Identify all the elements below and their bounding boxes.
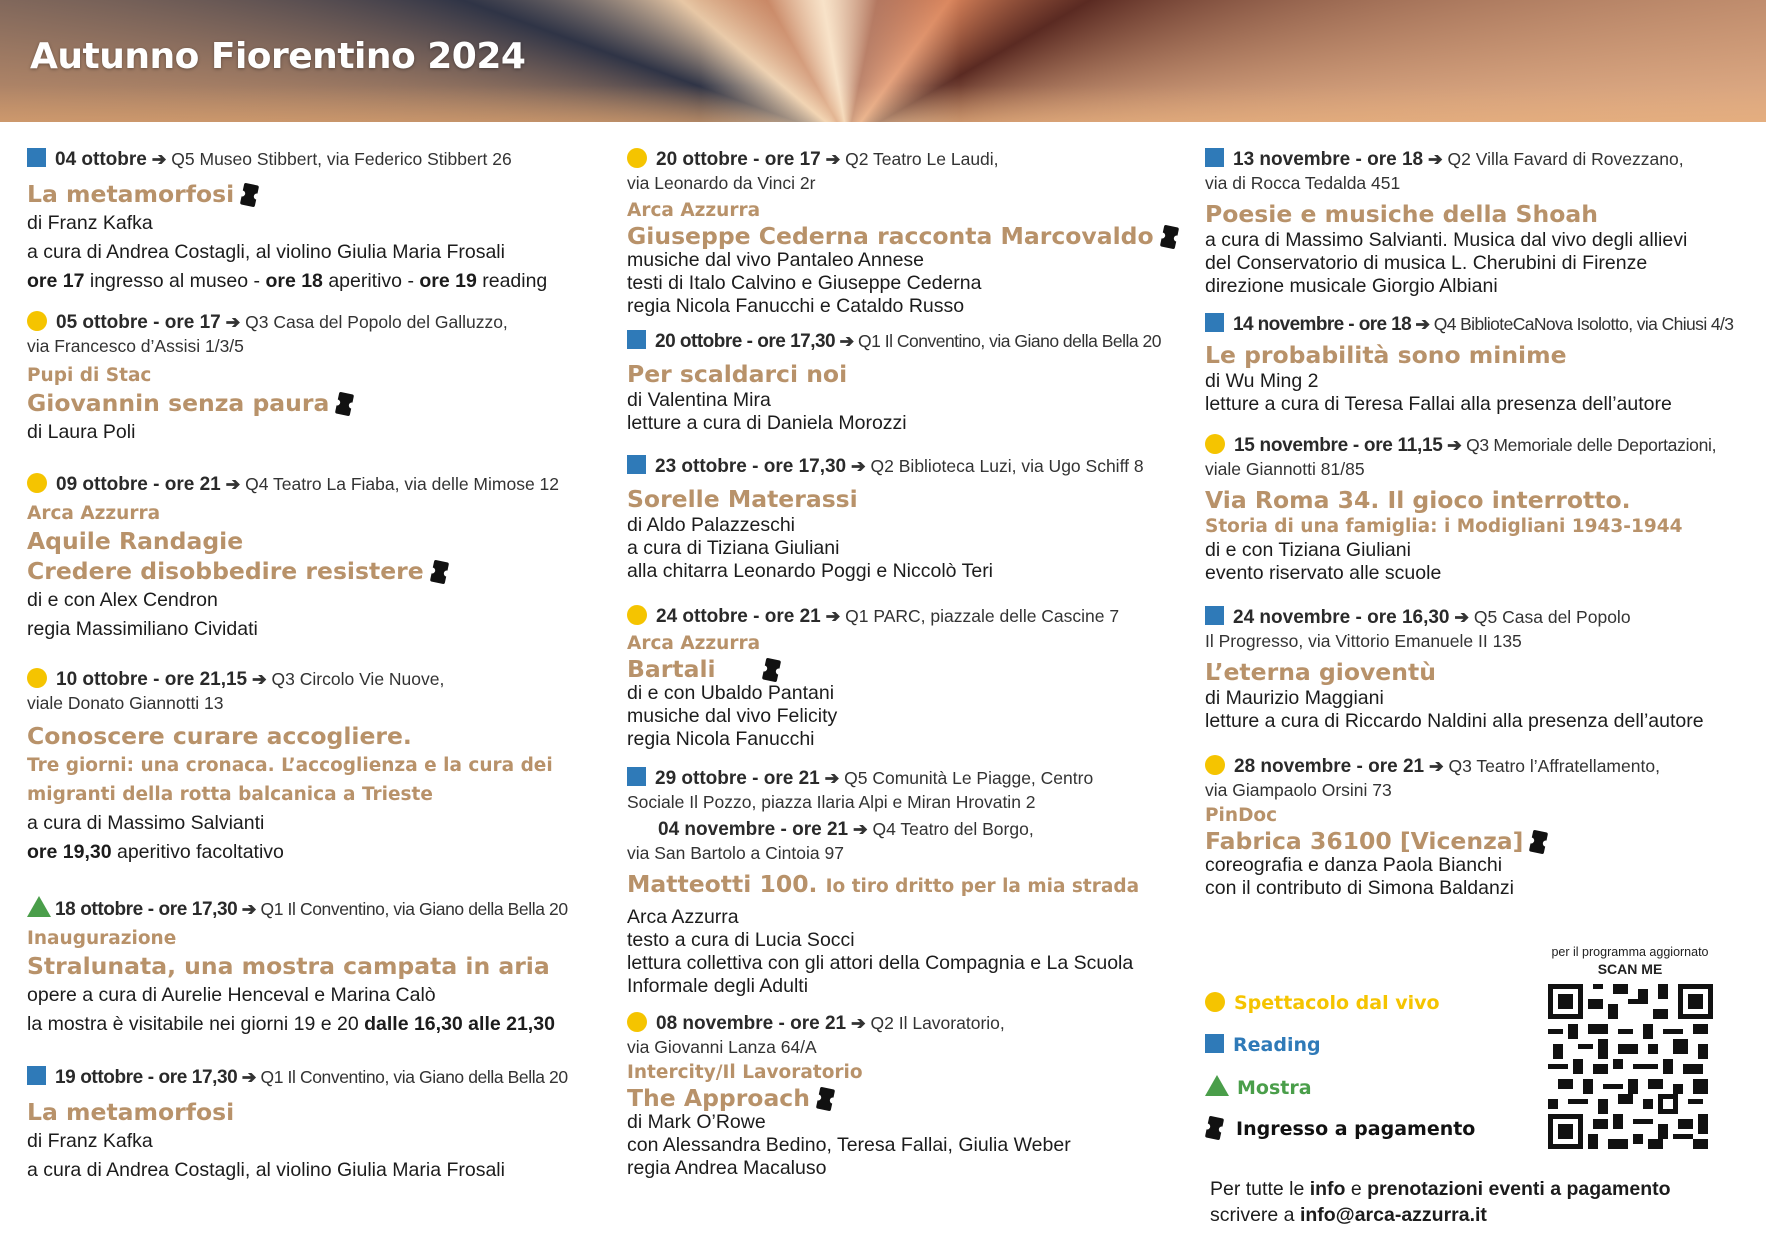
arrow-icon: ➔: [850, 1013, 866, 1033]
reading-square-icon: [1205, 606, 1224, 625]
email-link[interactable]: info@arca-azzurra.it: [1299, 1204, 1487, 1226]
event-04-ottobre: 04 ottobre ➔ Q5 Museo Stibbert, via Federico Stibbert 26 La metamorfosi di Franz Kafka a cura di Andrea Costagli, al violino Giulia Maria Frosali ore 17 ingresso al museo - ore 18 aperitivo - ore 19 reading: [27, 149, 548, 292]
legend: [1205, 991, 1535, 1159]
event-24-novembre: 24 novembre - ore 16,30 ➔ Q5 Casa del Popolo Il Progresso, via Vittorio Emanuele II 135 L’eterna gioventù di Maurizio Maggiani letture a cura di Riccardo Naldini alla presenza dell’autore: [1205, 606, 1765, 755]
event-28-novembre: 28 novembre - ore 21 ➔ Q3 Teatro l’Affratellamento, via Giampaolo Orsini 73 PinDoc Fabrica 36100 [Vicenza] coreografia e danza Paola Bianchi con il contributo di Simona Baldanzi: [1205, 756, 1660, 899]
arrow-icon: ➔: [225, 312, 241, 332]
ticket-icon: [1205, 1116, 1224, 1141]
event-10-ottobre: 10 ottobre - ore 21,15 ➔ Q3 Circolo Vie Nuove, viale Donato Giannotti 13 Conoscere curare accogliere. Tre giorni: una cronaca. L’accoglienza e la cura dei migranti della rotta balcanica a Trieste a cura di Massimo Salvianti ore 19,30 aperitivo facoltativo: [27, 668, 597, 896]
qr-code-icon[interactable]: [1548, 984, 1713, 1149]
column-1: [27, 148, 597, 1185]
live-circle-icon: [27, 473, 47, 493]
mostra-triangle-icon: [27, 896, 51, 917]
arrow-icon: ➔: [839, 331, 854, 351]
legend-live: Spettacolo dal vivo: [1205, 991, 1535, 1033]
legend-paid: Ingresso a pagamento: [1205, 1117, 1535, 1159]
ticket-icon: [761, 658, 780, 683]
event-20-ottobre-1730: 20 ottobre - ore 17,30 ➔ Q1 Il Conventino, via Giano della Bella 20 Per scaldarci noi di Valentina Mira letture a cura di Daniela Morozzi: [627, 330, 1197, 455]
event-13-novembre: 13 novembre - ore 18 ➔ Q2 Villa Favard di Rovezzano, via di Rocca Tedalda 451 Poesie e musiche della Shoah a cura di Massimo Salvianti. Musica dal vivo degli allievi del Conservatorio di musica L. Cherubini di Firenze direzione musicale Giorgio Albiani: [1205, 148, 1765, 313]
legend-reading: Reading: [1205, 1033, 1535, 1075]
event-08-novembre: 08 novembre - ore 21 ➔ Q2 Il Lavoratorio, via Giovanni Lanza 64/A Intercity/Il Lavoratorio The Approach di Mark O’Rowe con Alessandra Bedino, Teresa Fallai, Giulia Weber regia Andrea Macaluso: [627, 1013, 1071, 1179]
live-circle-icon: [27, 311, 47, 331]
arrow-icon: ➔: [151, 149, 167, 169]
event-24-ottobre: 24 ottobre - ore 21 ➔ Q1 PARC, piazzale delle Cascine 7 Arca Azzurra Bartali di e con Ubaldo Pantani musiche dal vivo Felicity regia Nicola Fanucchi: [627, 606, 1120, 750]
event-title: Fabrica 36100 [Vicenza]: [1205, 827, 1524, 855]
live-circle-icon: [1205, 434, 1225, 454]
reading-square-icon: [627, 767, 646, 786]
event-18-ottobre: 18 ottobre - ore 17,30 ➔ Q1 Il Conventino, via Giano della Bella 20 Inaugurazione Stralunata, una mostra campata in aria opere a cura di Aurelie Henceval e Marina Calò la mostra è visitabile nei giorni 19 e 20 dalle 16,30 alle 21,30: [27, 896, 597, 1066]
reading-square-icon: [627, 330, 646, 349]
live-circle-icon: [1205, 755, 1225, 775]
arrow-icon: ➔: [825, 606, 841, 626]
column-3: [1205, 148, 1765, 900]
live-circle-icon: [627, 148, 647, 168]
event-05-ottobre: 05 ottobre - ore 17 ➔ Q3 Casa del Popolo del Galluzzo, via Francesco d’Assisi 1/3/5 Pupi di Stac Giovannin senza paura di Laura Poli: [27, 312, 508, 443]
mostra-triangle-icon: [1205, 1075, 1229, 1096]
reading-square-icon: [627, 455, 646, 474]
arrow-icon: ➔: [241, 1067, 257, 1087]
arrow-icon: ➔: [1454, 607, 1470, 627]
column-2: [627, 148, 1197, 1180]
event-20-ottobre-17: 20 ottobre - ore 17 ➔ Q2 Teatro Le Laudi, via Leonardo da Vinci 2r Arca Azzurra Giuseppe Cederna racconta Marcovaldo musiche dal vivo Pantaleo Annese testi di Italo Calvino e Giuseppe Cederna regia Nicola Fanucchi e Cataldo Russo: [627, 148, 1197, 330]
arrow-icon: ➔: [225, 474, 241, 494]
page-title: Autunno Fiorentino 2024: [30, 36, 526, 77]
reading-square-icon: [1205, 1034, 1224, 1053]
event-title: La metamorfosi: [27, 180, 235, 208]
event-title: Matteotti 100.: [627, 870, 818, 898]
event-29-ottobre: 29 ottobre - ore 21 ➔ Q5 Comunità Le Piagge, Centro Sociale Il Pozzo, piazza Ilaria Alpi e Miran Hrovatin 2 04 novembre - ore 21 ➔ Q4 Teatro del Borgo, via San Bartolo a Cintoia 97 Matteotti 100. Io tiro dritto per la mia strada Arca Azzurra testo a cura di Lucia Socci lettura collettiva con gli attori della Compagnia e La Scuola Informale degli Adulti: [627, 768, 1140, 997]
event-title: Conoscere curare accogliere.: [27, 722, 412, 750]
event-title: Poesie e musiche della Shoah: [1205, 200, 1598, 228]
event-title: Bartali: [627, 655, 716, 683]
arrow-icon: ➔: [1447, 435, 1462, 455]
banner-glow: [700, 0, 960, 122]
live-circle-icon: [27, 668, 47, 688]
event-09-ottobre: 09 ottobre - ore 21 ➔ Q4 Teatro La Fiaba, via delle Mimose 12 Arca Azzurra Aquile Randagie Credere disobbedire resistere di e con Alex Cendron regia Massimiliano Cividati: [27, 473, 597, 668]
ticket-icon: [816, 1087, 835, 1112]
event-title: L’eterna gioventù: [1205, 658, 1436, 686]
reading-square-icon: [27, 1066, 46, 1085]
event-title: La metamorfosi: [27, 1098, 235, 1126]
event-title: Le probabilità sono minime: [1205, 341, 1567, 369]
event-14-novembre: 14 novembre - ore 18 ➔ Q4 BiblioteCaNova Isolotto, via Chiusi 4/3 Le probabilità sono minime di Wu Ming 2 letture a cura di Teresa Fallai alla presenza dell’autore: [1205, 313, 1765, 434]
live-circle-icon: [1205, 992, 1225, 1012]
arrow-icon: ➔: [1428, 756, 1444, 776]
arrow-icon: ➔: [241, 899, 257, 919]
ticket-icon: [335, 392, 354, 417]
footer-contact: Per tutte le info e prenotazioni eventi a pagamento scrivere a info@arca-azzurra.it: [1210, 1178, 1671, 1226]
reading-square-icon: [27, 148, 46, 167]
event-title: Giuseppe Cederna racconta Marcovaldo: [627, 222, 1154, 250]
live-circle-icon: [627, 605, 647, 625]
ticket-icon: [240, 183, 259, 208]
event-19-ottobre: 19 ottobre - ore 17,30 ➔ Q1 Il Conventino, via Giano della Bella 20 La metamorfosi di Franz Kafka a cura di Andrea Costagli, al violino Giulia Maria Frosali: [27, 1066, 597, 1185]
arrow-icon: ➔: [1427, 149, 1443, 169]
arrow-icon: ➔: [1415, 314, 1430, 334]
ticket-icon: [430, 560, 449, 585]
legend-mostra: Mostra: [1205, 1075, 1535, 1117]
ticket-icon: [1160, 225, 1179, 250]
reading-square-icon: [1205, 313, 1224, 332]
event-title: Aquile Randagie: [27, 527, 244, 555]
arrow-icon: ➔: [825, 149, 841, 169]
event-15-novembre: 15 novembre - ore 11,15 ➔ Q3 Memoriale delle Deportazioni, viale Giannotti 81/85 Via Roma 34. Il gioco interrotto. Storia di una famiglia: i Modigliani 1943-1944 di e con Tiziana Giuliani evento riservato alle scuole: [1205, 434, 1765, 606]
event-title: Giovannin senza paura: [27, 389, 330, 417]
ticket-icon: [1529, 830, 1548, 855]
event-title: Via Roma 34. Il gioco interrotto.: [1205, 486, 1631, 514]
arrow-icon: ➔: [824, 768, 840, 788]
header-banner: [0, 0, 1766, 122]
qr-block: per il programma aggiornato SCAN ME: [1540, 944, 1720, 1154]
event-title: The Approach: [627, 1084, 810, 1112]
event-title: Sorelle Materassi: [627, 485, 858, 513]
event-23-ottobre: 23 ottobre - ore 17,30 ➔ Q2 Biblioteca Luzi, via Ugo Schiff 8 Sorelle Materassi di Aldo Palazzeschi a cura di Tiziana Giuliani alla chitarra Leonardo Poggi e Niccolò Teri: [627, 455, 1197, 605]
arrow-icon: ➔: [252, 669, 267, 689]
live-circle-icon: [627, 1012, 647, 1032]
reading-square-icon: [1205, 148, 1224, 167]
arrow-icon: ➔: [852, 819, 868, 839]
event-title: Stralunata, una mostra campata in aria: [27, 952, 550, 980]
event-title: Per scaldarci noi: [627, 360, 848, 388]
arrow-icon: ➔: [851, 456, 866, 476]
